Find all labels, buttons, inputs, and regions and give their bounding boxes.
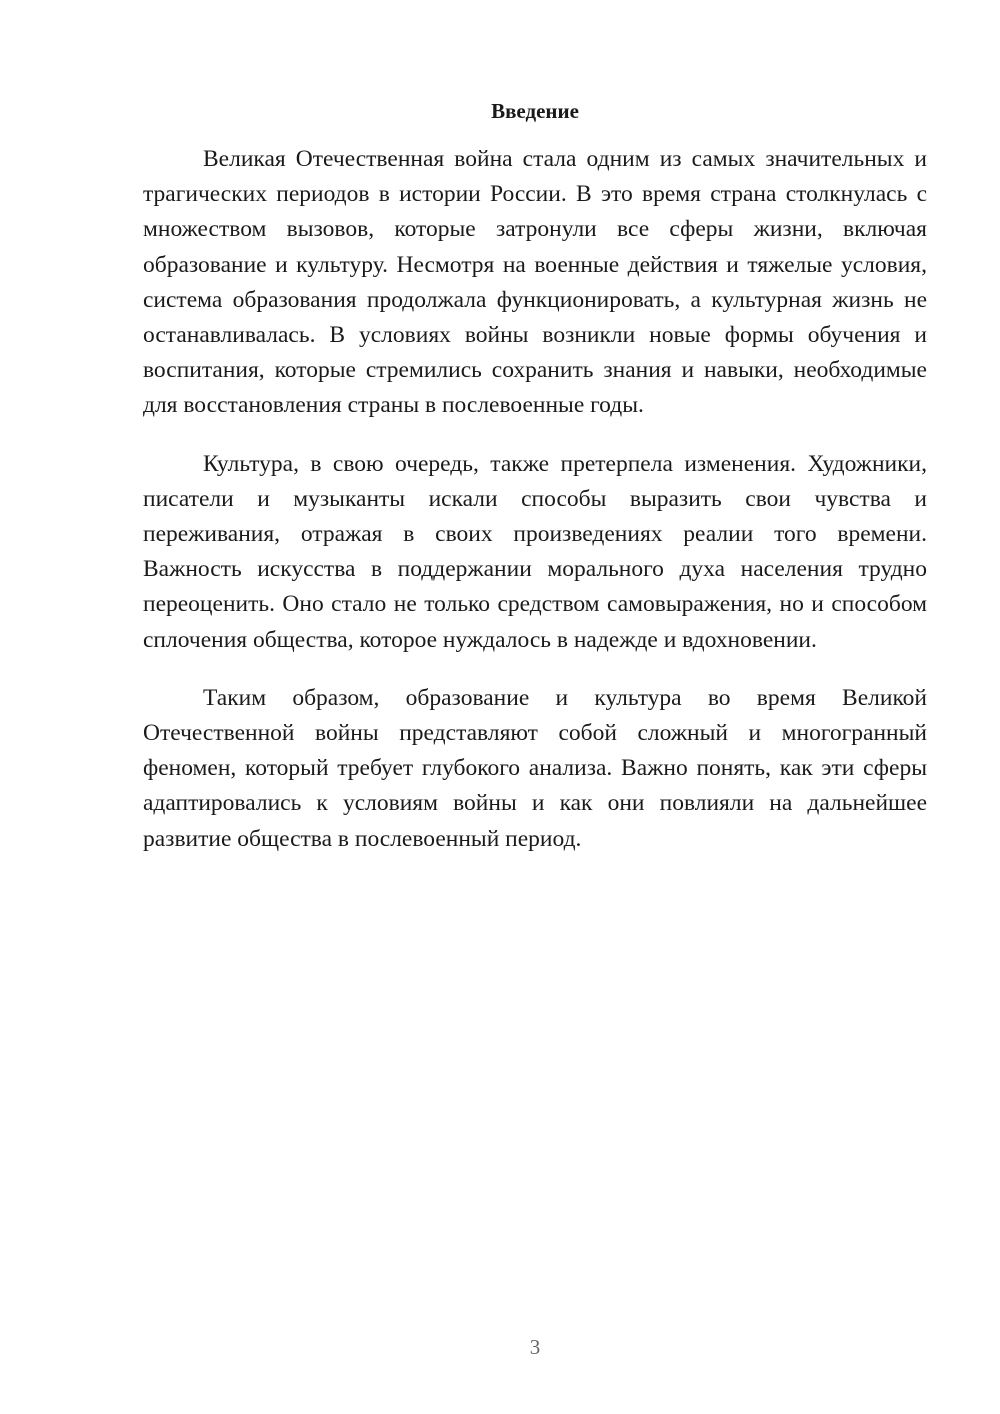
paragraph-1: Великая Отечественная война стала одним из самых значительных и трагических периодов в истории России. В это время страна столкнулась с множеством вызовов, которые затронули все сферы жизни, включая образование и культуру. Несмотря на военные действия и тяжелые условия, система образования продолжала функционировать, а культурная жизнь не останавливалась. В условиях войны возникли новые формы обучения и воспитания, которые стремились сохранить знания и навыки, необходимые для восстановления страны в послевоенные годы.: [143, 146, 927, 419]
section-heading: Введение: [491, 99, 579, 123]
paragraph-3: Таким образом, образование и культура во время Великой Отечественной войны представляют собой сложный и многогранный феномен, который требует глубокого анализа. Важно понять, как эти сферы адаптировались к условиям войны и как они повлияли на дальнейшее развитие общества в послевоенный период.: [143, 684, 927, 852]
paragraph-2: Культура, в свою очередь, также претерпела изменения. Художники, писатели и музыканты искали способы выразить свои чувства и переживания, отражая в своих произведениях реалии того времени. Важность искусства в поддержании морального духа населения трудно переоценить. Оно стало не только средством самовыражения, но и способом сплочения общества, которое нуждалось в надежде и вдохновении.: [143, 450, 927, 653]
page-number: 3: [529, 1335, 541, 1359]
body-text: [143, 142, 927, 857]
